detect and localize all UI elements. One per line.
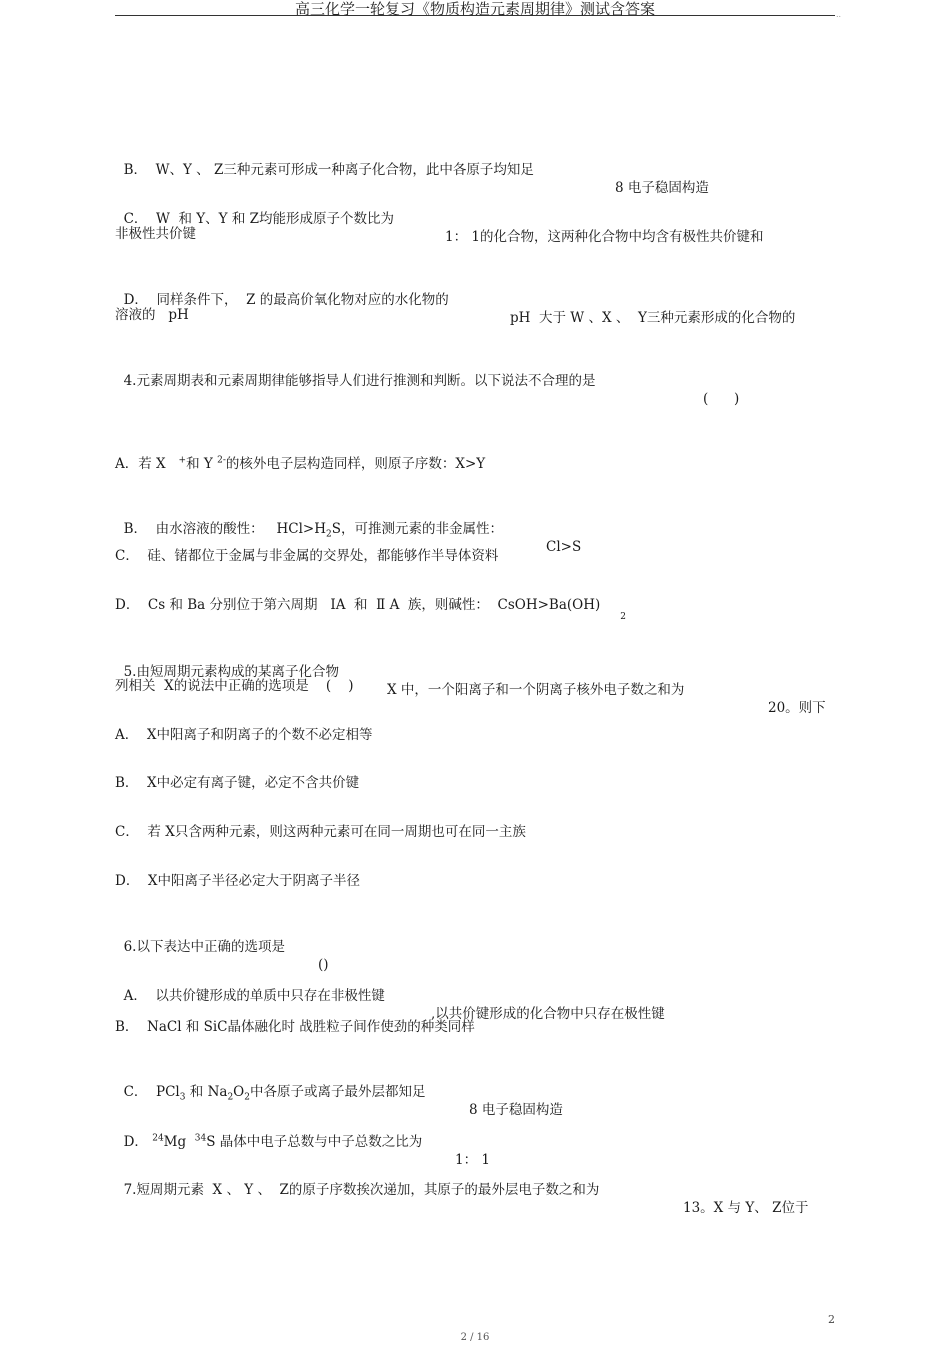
page-footer-indicator: 2 / 16 — [460, 1332, 490, 1343]
q7-stem — [115, 1163, 809, 1217]
q6-c-sub1: 3 — [179, 1092, 186, 1103]
q4-stem — [115, 354, 740, 408]
q6-a-part2: ,以共价键形成的化合物中只存在极性键 — [431, 1006, 665, 1022]
q5-option-a: A． X中阳离子和阴离子的个数不必定相等 — [115, 727, 373, 743]
header-dots: .. — [836, 10, 842, 19]
q4-a-part2: 和 Y — [186, 456, 213, 472]
q4-b-part1: B． 由水溶液的酸性： HCl>H — [123, 521, 326, 537]
q6-stem — [115, 920, 329, 974]
q3-option-d-tail: pH 大于 W 、X 、 Y三种元素形成的化合物的 — [510, 310, 796, 326]
q4-b-part3: Cl>S — [546, 539, 582, 555]
q6-d-sup2: 34 — [194, 1133, 207, 1144]
page-header-title: 高三化学一轮复习《物质构造元素周期律》测试含答案 — [294, 0, 655, 18]
q6-c-part5: 8 电子稳固构造 — [469, 1102, 563, 1118]
q4-option-d — [115, 596, 626, 622]
q4-a-sup2: 2- — [217, 455, 226, 466]
q6-d-part2: Mg — [163, 1134, 191, 1150]
q6-answer-paren: () — [318, 957, 329, 973]
q5-option-b: B． X中必定有离子键，必定不含共价键 — [115, 775, 360, 791]
q6-c-part1: C． PCl — [123, 1084, 180, 1100]
q6-d-part3: S 晶体中电子总数与中子总数之比为 — [206, 1134, 423, 1150]
q4-b-part2: S，可推测元素的非金属性： — [331, 521, 503, 537]
q6-a-part1: A． 以共价键形成的单质中只存在非极性键 — [123, 988, 385, 1004]
q6-c-part2: 和 Na — [185, 1084, 228, 1100]
q6-c-part4: 中各原子或离子最外层都知足 — [249, 1084, 426, 1100]
q6-option-a — [115, 969, 665, 1023]
q6-option-d — [115, 1115, 490, 1169]
header-rule — [115, 15, 835, 16]
q3-option-d-text: D． 同样条件下， Z 的最高价氧化物对应的水化物的 — [123, 292, 449, 308]
q3-option-c-cont: 非极性共价键 — [115, 226, 196, 242]
q6-option-b: B． NaCl 和 SiC晶体融化时 战胜粒子间作使劲的种类同样 — [115, 1019, 475, 1035]
q7-stem-part1: 7.短周期元素 X 、 Y 、 Z的原子序数挨次递加，其原子的最外层电子数之和为 — [123, 1182, 600, 1198]
q4-option-a — [115, 455, 485, 473]
q6-d-part1: D． — [123, 1134, 148, 1150]
q4-answer-paren: ( ) — [703, 391, 740, 407]
q3-option-c-tail: 1： 1的化合物，这两种化合物中均含有极性共价键和 — [445, 229, 764, 245]
q5-stem-part3: 20。则下 — [768, 700, 826, 716]
q7-stem-part2: 13。X 与 Y、 Z位于 — [683, 1200, 809, 1216]
q4-a-sup1: + — [178, 455, 187, 466]
q6-c-part3: O — [233, 1084, 245, 1100]
q4-b-sub1: 2 — [325, 529, 332, 540]
q4-a-part1: A．若 X — [115, 456, 166, 472]
q3-option-b-tail: 8 电子稳固构造 — [615, 180, 709, 196]
q6-option-c — [115, 1065, 563, 1119]
q5-stem-cont: 列相关 X的说法中正确的选项是 ( ) — [115, 678, 354, 694]
q3-option-b — [115, 143, 709, 197]
q6-c-sub2: 2 — [227, 1092, 234, 1103]
q5-option-c: C． 若 X只含两种元素，则这两种元素可在同一周期也可在同一主族 — [115, 824, 526, 840]
q5-option-d: D． X中阳离子半径必定大于阴离子半径 — [115, 873, 361, 889]
q6-d-sup1: 24 — [152, 1133, 164, 1144]
page-number: 2 — [828, 1313, 835, 1326]
q6-stem-text: 6.以下表达中正确的选项是 — [123, 939, 285, 955]
q6-d-part4: 1： 1 — [455, 1152, 490, 1168]
q5-stem-part1: 5.由短周期元素构成的某离子化合物 — [123, 664, 339, 680]
q3-option-d-cont: 溶液的 pH — [115, 307, 189, 323]
q4-d-part1: D． Cs 和 Ba 分别位于第六周期 ⅠA 和 Ⅱ A 族，则碱性： CsOH>Ba(OH) — [115, 597, 601, 613]
q4-stem-text: 4.元素周期表和元素周期律能够指导人们进行推测和判断。以下说法不合理的是 — [123, 373, 596, 389]
q4-d-sub1: 2 — [620, 611, 626, 622]
q4-a-part3: 的核外电子层构造同样，则原子序数：X>Y — [225, 456, 486, 472]
q5-stem-part2: X 中，一个阳离子和一个阴离子核外电子数之和为 — [387, 682, 685, 698]
q4-option-c: C． 硅、锗都位于金属与非金属的交界处，都能够作半导体资料 — [115, 548, 499, 564]
q6-c-sub3: 2 — [244, 1092, 250, 1103]
q3-option-b-text: B． W、Y 、 Z三种元素可形成一种离子化合物，此中各原子均知足 — [123, 162, 534, 178]
q3-option-c-text: C． W 和 Y、Y 和 Z均能形成原子个数比为 — [123, 211, 395, 227]
